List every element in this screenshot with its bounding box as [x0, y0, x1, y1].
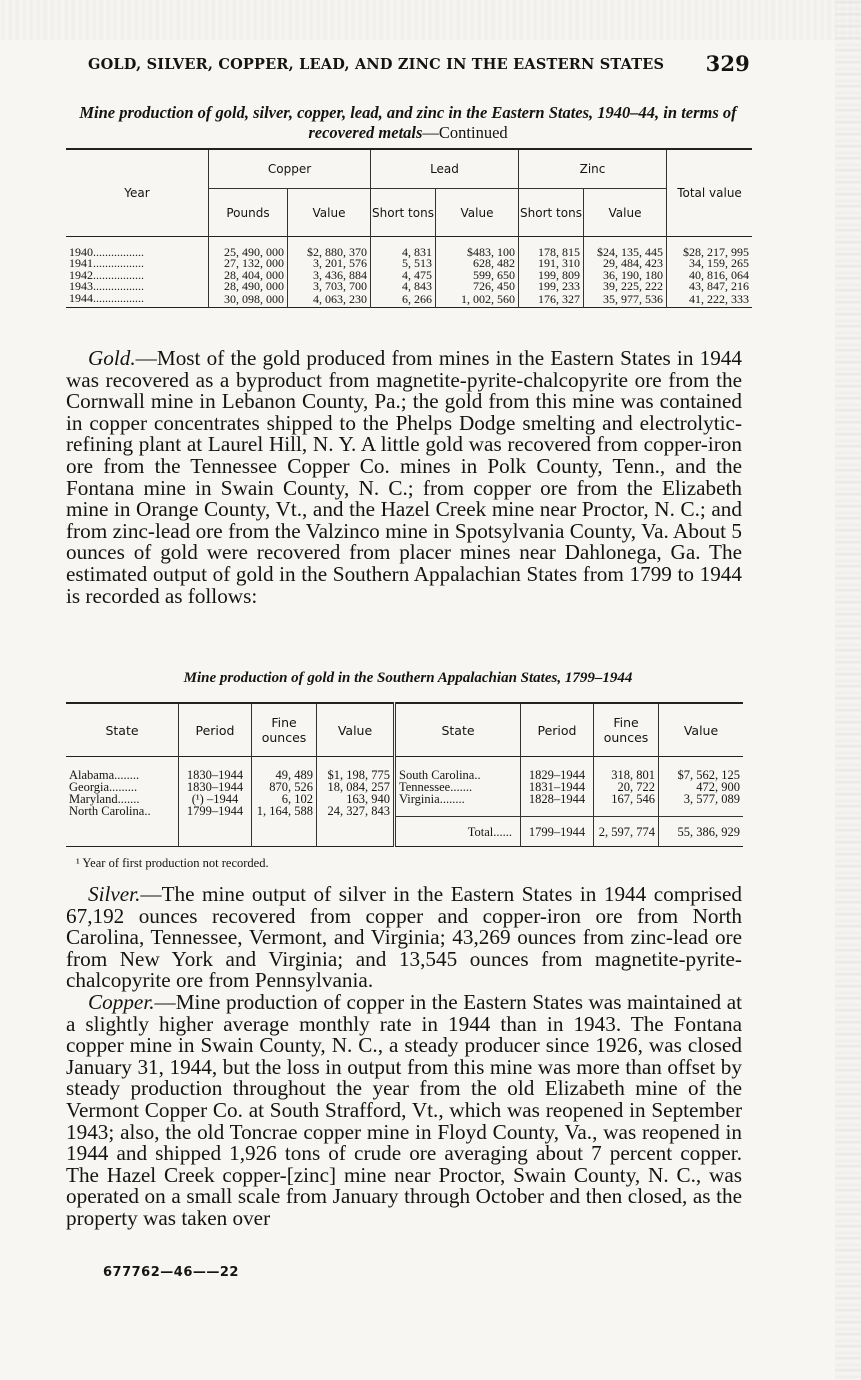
running-title: GOLD, SILVER, COPPER, LEAD, AND ZINC IN THE EASTERN STATES [88, 56, 665, 73]
cell: 41, 222, 333 [667, 293, 753, 308]
cell: 1799–1944 [179, 805, 252, 817]
cell: 472, 900 [659, 781, 744, 793]
cell-state: Georgia......... [69, 779, 138, 794]
cell: $483, 100 [436, 247, 519, 259]
cell: 5, 513 [371, 258, 436, 270]
cell: 28, 404, 000 [209, 270, 288, 282]
table-gold-production [66, 702, 743, 847]
col-copper-value: Value [288, 189, 371, 237]
table1-caption-text: Mine production of gold, silver, copper, lead, and zinc in the Eastern States, 1940–44, in terms of recovered metals [79, 103, 737, 142]
table-metal-production [66, 148, 752, 308]
col-value-left: Value [317, 703, 395, 757]
cell: 1, 164, 588 [252, 805, 317, 817]
copper-paragraph [66, 992, 742, 1230]
table-row [66, 793, 743, 805]
cell: 39, 225, 222 [584, 281, 667, 293]
table-row [66, 281, 752, 293]
col-lead: Lead [371, 149, 519, 189]
page-number: 329 [705, 51, 750, 76]
col-zinc-value: Value [584, 189, 667, 237]
cell: 4, 831 [371, 247, 436, 259]
table-row [66, 805, 743, 817]
cell: 1830–1944 [179, 769, 252, 781]
cell: 18, 084, 257 [317, 781, 395, 793]
copper-lead-in: Copper. [88, 990, 155, 1014]
table1-caption-tail: —Continued [422, 123, 508, 142]
silver-paragraph [66, 884, 742, 992]
silver-lead-in: Silver. [88, 882, 141, 906]
cell: $24, 135, 445 [584, 247, 667, 259]
col-copper-pounds: Pounds [209, 189, 288, 237]
copper-text: —Mine production of copper in the Eastern States was maintained at a slightly higher average monthly rate in 1944 than in 1943. The Fontana copper mine in Swain County, N. C., a steady producer since 1926, was closed January 31, 1944, but the loss in output from this mine was more than offset by steady production throughout the year from the old Elizabeth mine of the Vermont Copper Co. at South Strafford, Vt., which was reopened in September 1943; also, the old Toncrae copper mine in Floyd County, Va., was reopened in 1944 and shipped 1,926 tons of crude ore averaging about 7 percent copper. The Hazel Creek copper-[zinc] mine near Proctor, Swain County, N. C., was operated on a small scale from January through October and then closed, as the property was taken over [66, 990, 742, 1230]
cell: 870, 526 [252, 781, 317, 793]
scan-noise-top [0, 0, 861, 40]
cell-year: 1942................. [69, 267, 144, 282]
table2-caption: Mine production of gold in the Southern Appalachian States, 1799–1944 [183, 670, 633, 686]
cell: 199, 233 [519, 281, 584, 293]
cell: $7, 562, 125 [659, 769, 744, 781]
table-total-row [66, 817, 743, 847]
cell: 1831–1944 [521, 781, 594, 793]
cell-year: 1944................. [69, 290, 144, 305]
col-lead-tons: Short tons [371, 189, 436, 237]
gold-paragraph [66, 348, 742, 607]
cell-total-label: Total...... [395, 817, 521, 847]
cell: 43, 847, 216 [667, 281, 753, 293]
cell: 1, 002, 560 [436, 293, 519, 308]
running-header [88, 51, 750, 76]
col-period-left: Period [179, 703, 252, 757]
cell-year: 1940................. [69, 244, 144, 259]
cell: 1828–1944 [521, 793, 594, 805]
cell: 3, 703, 700 [288, 281, 371, 293]
col-oz-left: Fine ounces [252, 703, 317, 757]
col-year: Year [124, 186, 150, 200]
cell: 318, 801 [594, 769, 659, 781]
cell: 24, 327, 843 [317, 805, 395, 817]
cell-year: 1941................. [69, 256, 144, 270]
cell: 6, 102 [252, 793, 317, 805]
cell: 25, 490, 000 [209, 247, 288, 259]
cell: 599, 650 [436, 270, 519, 282]
table-row [66, 293, 752, 308]
cell: 1830–1944 [179, 781, 252, 793]
col-oz-right: Fine ounces [594, 703, 659, 757]
cell: 36, 190, 180 [584, 270, 667, 282]
cell: 191, 310 [519, 258, 584, 270]
cell: 628, 482 [436, 258, 519, 270]
gold-lead-in: Gold. [88, 346, 136, 370]
cell: 199, 809 [519, 270, 584, 282]
col-zinc-tons: Short tons [519, 189, 584, 237]
cell: 176, 327 [519, 293, 584, 308]
cell: (¹) –1944 [179, 793, 252, 805]
table1-caption [66, 103, 750, 143]
col-total-value: Total value [667, 149, 753, 237]
cell-state: South Carolina.. [395, 769, 521, 781]
print-code: 677762—46——22 [103, 1265, 239, 1280]
cell: 49, 489 [252, 769, 317, 781]
cell: 726, 450 [436, 281, 519, 293]
cell: 1799–1944 [521, 817, 594, 847]
col-zinc: Zinc [519, 149, 667, 189]
scan-noise-edge [835, 0, 861, 1380]
col-period-right: Period [521, 703, 594, 757]
cell: $2, 880, 370 [288, 247, 371, 259]
cell: 20, 722 [594, 781, 659, 793]
cell: $28, 217, 995 [667, 247, 753, 259]
col-copper: Copper [209, 149, 371, 189]
cell: 178, 815 [519, 247, 584, 259]
cell: 34, 159, 265 [667, 258, 753, 270]
cell: 4, 063, 230 [288, 293, 371, 308]
cell: 3, 436, 884 [288, 270, 371, 282]
cell: 3, 577, 089 [659, 793, 744, 805]
col-state-right: State [395, 703, 521, 757]
col-lead-value: Value [436, 189, 519, 237]
cell-state: Virginia........ [395, 793, 521, 805]
cell-state: North Carolina.. [69, 803, 151, 818]
cell: 1829–1944 [521, 769, 594, 781]
table2-footnote: ¹ Year of first production not recorded. [76, 856, 269, 870]
cell: 3, 201, 576 [288, 258, 371, 270]
cell-state: Tennessee....... [395, 781, 521, 793]
col-value-right: Value [659, 703, 744, 757]
cell: 163, 940 [317, 793, 395, 805]
cell: 40, 816, 064 [667, 270, 753, 282]
gold-text: —Most of the gold produced from mines in the Eastern States in 1944 was recovered as a byproduct from magnetite-pyrite-chalcopyrite ore from the Cornwall mine in Lebanon County, Pa.; the gold from this mine was contained in copper concentrates shipped to the Phelps Dodge smelting and electrolytic-refining plant at Laurel Hill, N. Y. A little gold was recovered from copper-iron ore from the Tennessee Copper Co. mines in Polk County, Tenn., and the Fontana mine in Swain County, N. C.; from copper ore from the Elizabeth mine in Orange County, Vt., and the Hazel Creek mine near Proctor, N. C.; and from zinc-lead ore from the Valzinco mine in Spotsylvania County, Va. About 5 ounces of gold were recovered from placer mines near Dahlonega, Ga. The estimated output of gold in the Southern Appalachian States from 1799 to 1944 is recorded as follows: [66, 346, 742, 608]
cell-year: 1943................. [69, 279, 144, 293]
cell: 55, 386, 929 [659, 817, 744, 847]
col-state-left: State [105, 722, 139, 738]
cell: 4, 843 [371, 281, 436, 293]
cell: 35, 977, 536 [584, 293, 667, 308]
cell: 30, 098, 000 [209, 293, 288, 308]
cell: 167, 546 [594, 793, 659, 805]
cell: 6, 266 [371, 293, 436, 308]
cell: 28, 490, 000 [209, 281, 288, 293]
silver-text: —The mine output of silver in the Eastern States in 1944 comprised 67,192 ounces recovered from copper and copper-iron ore from North Carolina, Tennessee, Vermont, and Virginia; 43,269 ounces from zinc-lead ore from New York and Virginia; and 13,545 ounces from magnetite-pyrite-chalcopyrite ore from Pennsylvania. [66, 882, 742, 993]
cell: 29, 484, 423 [584, 258, 667, 270]
cell: 4, 475 [371, 270, 436, 282]
cell: $1, 198, 775 [317, 769, 395, 781]
cell: 2, 597, 774 [594, 817, 659, 847]
cell-state: Alabama........ [69, 767, 140, 782]
cell-state: Maryland....... [69, 791, 140, 806]
cell: 27, 132, 000 [209, 258, 288, 270]
